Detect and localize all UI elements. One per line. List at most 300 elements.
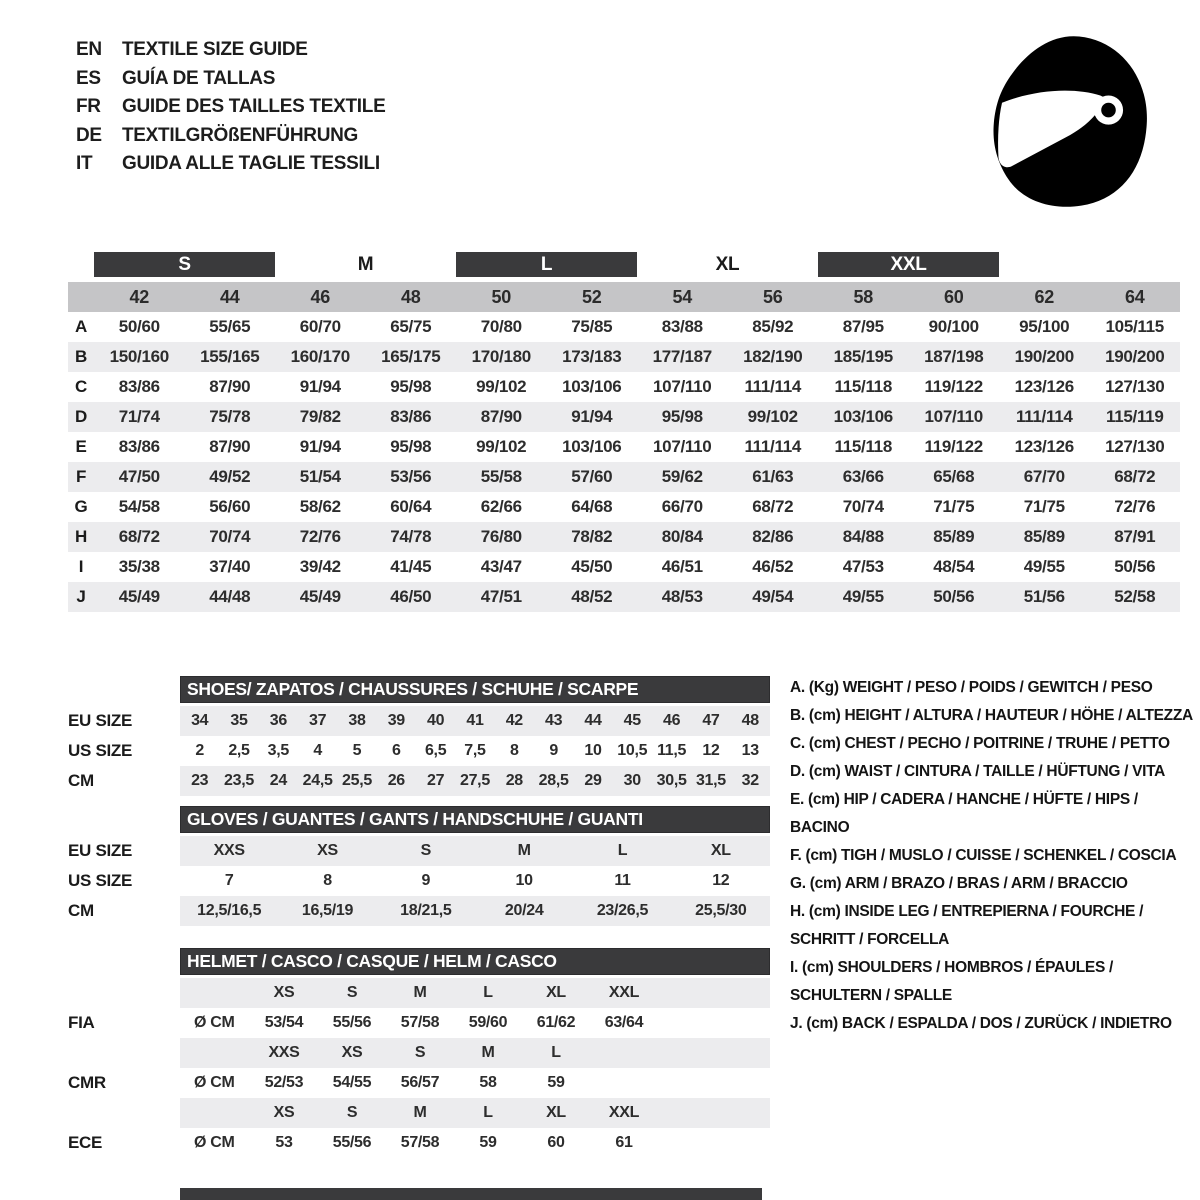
- helmet-value-cell: 55/56: [332, 1134, 372, 1151]
- measurement-cell: 75/78: [185, 402, 276, 432]
- measurement-cell: 46/51: [661, 557, 703, 576]
- gloves-value-cell: XS: [317, 842, 338, 859]
- measurement-row-j: [68, 582, 1180, 612]
- diameter-label: Ø CM: [194, 1134, 235, 1151]
- measurement-cell: 65/75: [390, 317, 432, 336]
- helmet-value-cell: 53: [275, 1134, 293, 1151]
- helmet-size-cell: XXS: [268, 1044, 300, 1061]
- measurement-cell: 54/58: [118, 497, 160, 516]
- diameter-label: Ø CM: [194, 1074, 235, 1091]
- legend-item-b: B. (cm) HEIGHT / ALTURA / HAUTEUR / HÖHE / ALTEZZA: [790, 707, 1193, 724]
- shoes-value-cell: 31,5: [695, 772, 726, 789]
- size-table-body: [68, 282, 1180, 612]
- row-label: C: [75, 377, 87, 396]
- legend-item-i: I. (cm) SHOULDERS / HOMBROS / ÉPAULES / SCHULTERN / SPALLE: [790, 959, 1114, 1004]
- helmet-size-cell: XXL: [608, 984, 640, 1001]
- measurement-cell: 127/130: [1105, 377, 1165, 396]
- row-label: E: [75, 437, 87, 456]
- gloves-value-cell: XL: [710, 842, 731, 859]
- shoes-value-cell: 27: [427, 772, 445, 789]
- measurement-cell: 103/106: [562, 437, 622, 456]
- shoes-value-cell: 10,5: [617, 742, 648, 759]
- measurement-cell: 185/195: [818, 342, 909, 372]
- measurement-cell: 70/80: [480, 317, 522, 336]
- helmet-standard-label: CMR: [68, 1068, 180, 1098]
- language-title: TEXTILE SIZE GUIDE: [122, 39, 308, 61]
- legend-item-c: C. (cm) CHEST / PECHO / POITRINE / TRUHE / PETTO: [790, 735, 1170, 752]
- helmet-values-row-fia: [68, 1008, 770, 1038]
- language-title: GUIDE DES TAILLES TEXTILE: [122, 96, 386, 118]
- shoes-value-cell: 11,5: [657, 742, 687, 759]
- measurement-cell: 103/106: [818, 402, 909, 432]
- shoes-value-cell: 43: [545, 712, 563, 729]
- measurement-cell: 95/100: [1019, 317, 1070, 336]
- measurement-cell: 119/122: [924, 437, 983, 456]
- gloves-value-cell: 16,5/19: [301, 902, 354, 919]
- helmet-size-cell: S: [414, 1044, 426, 1061]
- measurement-cell: 99/102: [476, 377, 527, 396]
- measurement-cell: 111/114: [744, 437, 802, 456]
- gloves-row-label: CM: [68, 896, 180, 926]
- shoes-value-cell: 39: [387, 712, 405, 729]
- language-title: GUIDA ALLE TAGLIE TESSILI: [122, 153, 380, 175]
- helmet-value-cell: 61/62: [536, 1014, 576, 1031]
- measurement-cell: 127/130: [1105, 437, 1165, 456]
- shoes-value-cell: 48: [741, 712, 759, 729]
- gloves-value-cell: 12,5/16,5: [197, 902, 262, 919]
- gloves-value-cell: 8: [323, 872, 332, 889]
- size-col-56: 56: [728, 282, 819, 312]
- helmet-size-cell: XL: [546, 1104, 566, 1121]
- measurement-cell: 182/190: [728, 342, 819, 372]
- language-title: GUÍA DE TALLAS: [122, 67, 276, 89]
- measurement-legend: [790, 674, 1200, 1038]
- helmet-value-cell: 54/55: [332, 1074, 372, 1091]
- shoes-value-cell: 2: [195, 742, 204, 759]
- shoes-value-cell: 46: [663, 712, 681, 729]
- measurement-cell: 87/91: [1090, 522, 1181, 552]
- helmet-value-cell: 58: [479, 1074, 497, 1091]
- measurement-cell: 59/62: [637, 462, 728, 492]
- measurement-cell: 119/122: [924, 377, 983, 396]
- measurement-cell: 107/110: [909, 402, 1000, 432]
- measurement-row-a: [68, 312, 1180, 342]
- row-label-cell: [68, 282, 94, 312]
- measurement-cell: 60/64: [390, 497, 432, 516]
- row-label: J: [68, 582, 94, 612]
- shoes-value-cell: 37: [309, 712, 327, 729]
- measurement-cell: 85/92: [752, 317, 794, 336]
- measurement-cell: 72/76: [1114, 497, 1156, 516]
- helmet-values: [180, 1008, 770, 1038]
- shoes-value-cell: 42: [505, 712, 523, 729]
- language-row: [76, 93, 385, 122]
- measurement-cell: 115/119: [1090, 402, 1181, 432]
- measurement-cell: 48/52: [547, 582, 638, 612]
- measurement-cell: 150/160: [94, 342, 185, 372]
- size-col-58: 58: [818, 282, 909, 312]
- measurement-cell: 91/94: [299, 377, 341, 396]
- measurement-cell: 155/165: [185, 342, 276, 372]
- shoes-value-cell: 30,5: [656, 772, 687, 789]
- shoes-value-cell: 44: [584, 712, 602, 729]
- helmet-size-cell: M: [413, 1104, 427, 1121]
- empty-corner-cell: [999, 252, 1090, 282]
- measurement-cell: 45/49: [275, 582, 366, 612]
- measurement-cell: 190/200: [999, 342, 1090, 372]
- language-code: DE: [76, 124, 102, 146]
- diameter-label: Ø CM: [194, 1014, 235, 1031]
- helmet-standard-label: [68, 978, 180, 1008]
- measurement-row-e: [68, 432, 1180, 462]
- measurement-cell: 80/84: [637, 522, 728, 552]
- helmet-icon: [972, 30, 1154, 212]
- size-col-50: 50: [456, 282, 547, 312]
- shoes-value-cell: 41: [466, 712, 484, 729]
- measurement-row-i: [68, 552, 1180, 582]
- gloves-row-values: [180, 896, 770, 926]
- size-col-64: 64: [1090, 282, 1181, 312]
- size-col-48: 48: [366, 282, 457, 312]
- measurement-cell: 115/118: [834, 377, 892, 396]
- gloves-value-cell: 7: [224, 872, 234, 889]
- measurement-cell: 55/65: [209, 317, 251, 336]
- legend-item-f: F. (cm) TIGH / MUSLO / CUISSE / SCHENKEL / COSCIA: [790, 847, 1177, 864]
- shoes-value-cell: 6,5: [424, 742, 447, 759]
- legend-item-j: J. (cm) BACK / ESPALDA / DOS / ZURÜCK / INDIETRO: [790, 1015, 1172, 1032]
- helmet-size-cell: M: [413, 984, 427, 1001]
- gloves-row-values: [180, 836, 770, 866]
- shoes-value-cell: 12: [702, 742, 720, 759]
- shoes-value-cell: 26: [387, 772, 405, 789]
- measurement-cell: 87/95: [842, 317, 884, 336]
- measurement-cell: 47/50: [94, 462, 185, 492]
- measurement-cell: 66/70: [661, 497, 703, 516]
- measurement-cell: 91/94: [299, 437, 341, 456]
- measurement-cell: 68/72: [1090, 462, 1181, 492]
- measurement-row-g: [68, 492, 1180, 522]
- measurement-cell: 190/200: [1090, 342, 1181, 372]
- measurement-cell: 49/52: [185, 462, 276, 492]
- measurement-cell: 39/42: [299, 557, 341, 576]
- shoes-value-cell: 24: [269, 772, 287, 789]
- measurement-cell: 85/89: [999, 522, 1090, 552]
- measurement-cell: 123/126: [1014, 437, 1074, 456]
- measurement-cell: 165/175: [366, 342, 457, 372]
- shoes-value-cell: 25,5: [342, 772, 372, 789]
- gloves-value-cell: 18/21,5: [400, 902, 452, 919]
- gloves-table-rows: [68, 836, 770, 926]
- helmet-size-cell: XXL: [608, 1104, 640, 1121]
- shoes-row-us-size: [68, 736, 770, 766]
- measurement-row-h: [68, 522, 1180, 552]
- measurement-cell: 103/106: [562, 377, 622, 396]
- measurement-cell: 45/49: [94, 582, 185, 612]
- row-label: A: [75, 317, 87, 336]
- language-code: ES: [76, 67, 101, 89]
- size-col-44: 44: [185, 282, 276, 312]
- shoes-value-cell: 27,5: [459, 772, 490, 789]
- measurement-cell: 46/50: [366, 582, 457, 612]
- measurement-cell: 95/98: [390, 437, 432, 456]
- measurement-row-b: [68, 342, 1180, 372]
- measurement-cell: 99/102: [476, 437, 527, 456]
- shoes-value-cell: 29: [584, 772, 602, 789]
- gloves-value-cell: XXS: [213, 842, 245, 859]
- gloves-value-cell: 11: [614, 872, 631, 889]
- helmet-value-cell: 60: [547, 1134, 565, 1151]
- measurement-cell: 78/82: [547, 522, 638, 552]
- row-label: G: [74, 497, 88, 516]
- shoes-row-label: CM: [68, 766, 180, 796]
- measurement-cell: 90/100: [928, 317, 979, 336]
- shoes-table-rows: [68, 706, 770, 796]
- measurement-cell: 37/40: [209, 557, 251, 576]
- helmet-value-cell: 57/58: [400, 1134, 440, 1151]
- measurement-cell: 41/45: [390, 557, 432, 576]
- shoes-value-cell: 3,5: [267, 742, 289, 759]
- helmet-sizes-row-cmr: [68, 1038, 770, 1068]
- helmet-size-cell: S: [346, 1104, 358, 1121]
- shoes-value-cell: 23: [191, 772, 209, 789]
- measurement-cell: 187/198: [909, 342, 1000, 372]
- helmet-standard-label: ECE: [68, 1128, 180, 1158]
- helmet-standard-label: [68, 1098, 180, 1128]
- measurement-cell: 44/48: [185, 582, 276, 612]
- measurement-cell: 35/38: [118, 557, 160, 576]
- measurement-cell: 56/60: [209, 497, 251, 516]
- row-label: F: [68, 462, 94, 492]
- measurement-cell: 65/68: [909, 462, 1000, 492]
- gloves-row-us-size: [68, 866, 770, 896]
- helmet-size-cell: XS: [341, 1044, 363, 1061]
- gloves-row-cm: [68, 896, 770, 926]
- gloves-value-cell: 23/26,5: [596, 902, 649, 919]
- measurement-row-d: [68, 402, 1180, 432]
- measurement-cell: 53/56: [366, 462, 457, 492]
- size-group-header: [68, 252, 1180, 282]
- shoes-section: [68, 676, 770, 796]
- size-col-42: 42: [94, 282, 185, 312]
- size-group-m: M: [275, 252, 456, 282]
- legend-item-e: E. (cm) HIP / CADERA / HANCHE / HÜFTE / HIPS / BACINO: [790, 791, 1138, 836]
- shoes-value-cell: 10: [584, 742, 602, 759]
- language-row: [76, 122, 385, 151]
- shoes-row-label: EU SIZE: [68, 706, 180, 736]
- measurement-cell: 83/88: [661, 317, 703, 336]
- shoes-row-values: [180, 706, 770, 736]
- measurement-cell: 99/102: [728, 402, 819, 432]
- measurement-cell: 75/85: [571, 317, 613, 336]
- gloves-value-cell: S: [420, 842, 431, 859]
- measurement-cell: 47/53: [842, 557, 884, 576]
- measurement-cell: 71/75: [1023, 497, 1065, 516]
- gloves-value-cell: M: [517, 842, 531, 859]
- measurement-cell: 115/118: [834, 437, 892, 456]
- helmet-sizes: [180, 978, 770, 1008]
- gloves-table-title: GLOVES / GUANTES / GANTS / HANDSCHUHE / GUANTI: [180, 806, 770, 833]
- measurement-cell: 85/89: [909, 522, 1000, 552]
- gloves-section: [68, 806, 770, 926]
- measurement-cell: 170/180: [456, 342, 547, 372]
- legend-item-h: H. (cm) INSIDE LEG / ENTREPIERNA / FOURCHE / SCHRITT / FORCELLA: [790, 903, 1144, 948]
- helmet-size-cell: L: [483, 1104, 493, 1121]
- helmet-value-cell: 55/56: [332, 1014, 372, 1031]
- shoes-value-cell: 28,5: [538, 772, 569, 789]
- helmet-value-cell: 61: [615, 1134, 633, 1151]
- helmet-sizes-row-ece: [68, 1098, 770, 1128]
- shoes-value-cell: 6: [392, 742, 401, 759]
- shoes-row-label: US SIZE: [68, 736, 180, 766]
- helmet-value-cell: 53/54: [264, 1014, 304, 1031]
- helmet-value-cell: 59: [547, 1074, 565, 1091]
- measurement-cell: 50/60: [118, 317, 160, 336]
- helmet-value-cell: 59: [479, 1134, 497, 1151]
- measurement-cell: 48/54: [933, 557, 975, 576]
- measurement-cell: 74/78: [366, 522, 457, 552]
- helmet-values: [180, 1068, 770, 1098]
- shoes-value-cell: 45: [623, 712, 641, 729]
- measurement-cell: 45/50: [571, 557, 613, 576]
- helmet-values-row-ece: [68, 1128, 770, 1158]
- shoes-value-cell: 24,5: [302, 772, 333, 789]
- shoes-value-cell: 8: [509, 742, 519, 759]
- size-group-l: L: [456, 252, 637, 282]
- measurement-cell: 50/56: [909, 582, 1000, 612]
- helmet-size-cell: M: [481, 1044, 495, 1061]
- measurement-cell: 55/58: [456, 462, 547, 492]
- measurement-cell: 71/75: [933, 497, 975, 516]
- measurement-cell: 111/114: [999, 402, 1090, 432]
- cropped-section-bar: [180, 1188, 762, 1200]
- measurement-cell: 82/86: [728, 522, 819, 552]
- helmet-values-row-cmr: [68, 1068, 770, 1098]
- row-label: I: [78, 557, 84, 576]
- helmet-values: [180, 1128, 770, 1158]
- language-title: TEXTILGRÖßENFÜHRUNG: [122, 124, 359, 146]
- measurement-row-c: [68, 372, 1180, 402]
- shoes-table-title: SHOES/ ZAPATOS / CHAUSSURES / SCHUHE / SCARPE: [180, 676, 770, 703]
- measurement-cell: 68/72: [94, 522, 185, 552]
- helmet-size-cell: XL: [546, 984, 566, 1001]
- shoes-value-cell: 32: [741, 772, 759, 789]
- measurement-cell: 63/66: [818, 462, 909, 492]
- measurement-cell: 48/53: [637, 582, 728, 612]
- helmet-size-cell: XS: [273, 984, 295, 1001]
- shoes-value-cell: 13: [741, 742, 759, 759]
- helmet-value-cell: 52/53: [264, 1074, 304, 1091]
- legend-item-d: D. (cm) WAIST / CINTURA / TAILLE / HÜFTUNG / VITA: [790, 763, 1166, 780]
- helmet-table-rows: [68, 978, 770, 1158]
- helmet-value-cell: 63/64: [604, 1014, 644, 1031]
- shoes-row-eu-size: [68, 706, 770, 736]
- gloves-row-label: EU SIZE: [68, 836, 180, 866]
- numeric-size-row: [68, 282, 1180, 312]
- measurement-cell: 64/68: [571, 497, 613, 516]
- helmet-section: [68, 948, 770, 1158]
- size-group-s: S: [94, 252, 275, 282]
- measurement-cell: 87/90: [209, 377, 251, 396]
- shoes-value-cell: 4: [313, 742, 322, 759]
- helmet-size-cell: S: [346, 984, 358, 1001]
- size-group-xl: XL: [637, 252, 818, 282]
- row-label: B: [68, 342, 94, 372]
- measurement-cell: 71/74: [94, 402, 185, 432]
- measurement-cell: 47/51: [456, 582, 547, 612]
- measurement-cell: 107/110: [653, 377, 712, 396]
- measurement-cell: 173/183: [547, 342, 638, 372]
- helmet-size-cell: L: [551, 1044, 561, 1061]
- gloves-value-cell: 12: [712, 872, 730, 889]
- shoes-value-cell: 28: [505, 772, 523, 789]
- size-col-60: 60: [909, 282, 1000, 312]
- shoes-value-cell: 5: [352, 742, 362, 759]
- shoes-value-cell: 30: [623, 772, 641, 789]
- measurement-cell: 105/115: [1105, 317, 1164, 336]
- measurement-cell: 61/63: [728, 462, 819, 492]
- measurement-cell: 52/58: [1090, 582, 1181, 612]
- helmet-standard-label: FIA: [68, 1008, 180, 1038]
- size-col-52: 52: [547, 282, 638, 312]
- helmet-value-cell: 59/60: [468, 1014, 508, 1031]
- measurement-row-f: [68, 462, 1180, 492]
- shoes-row-cm: [68, 766, 770, 796]
- size-col-46: 46: [275, 282, 366, 312]
- measurement-cell: 70/74: [185, 522, 276, 552]
- gloves-value-cell: 25,5/30: [695, 902, 747, 919]
- measurement-cell: 50/56: [1114, 557, 1156, 576]
- measurement-cell: 68/72: [752, 497, 794, 516]
- textile-size-table: [68, 252, 1180, 612]
- measurement-cell: 46/52: [752, 557, 794, 576]
- gloves-value-cell: 9: [421, 872, 431, 889]
- row-label: H: [68, 522, 94, 552]
- gloves-row-eu-size: [68, 836, 770, 866]
- measurement-cell: 72/76: [275, 522, 366, 552]
- measurement-cell: 79/82: [275, 402, 366, 432]
- measurement-cell: 49/55: [1023, 557, 1065, 576]
- measurement-cell: 83/86: [366, 402, 457, 432]
- gloves-value-cell: L: [617, 842, 628, 859]
- helmet-size-cell: XS: [273, 1104, 295, 1121]
- shoes-value-cell: 23,5: [224, 772, 254, 789]
- measurement-cell: 107/110: [653, 437, 712, 456]
- size-col-54: 54: [637, 282, 728, 312]
- measurement-cell: 160/170: [275, 342, 366, 372]
- gloves-value-cell: 20/24: [504, 902, 544, 919]
- measurement-cell: 49/54: [728, 582, 819, 612]
- measurement-cell: 70/74: [842, 497, 884, 516]
- size-group-row: [68, 252, 1180, 282]
- language-row: [76, 36, 385, 65]
- measurement-cell: 83/86: [118, 437, 160, 456]
- shoes-row-values: [180, 736, 770, 766]
- measurement-cell: 58/62: [299, 497, 341, 516]
- helmet-standard-label: [68, 1038, 180, 1068]
- gloves-value-cell: 10: [515, 872, 533, 889]
- row-label: D: [68, 402, 94, 432]
- size-group-xxl: XXL: [818, 252, 999, 282]
- measurement-cell: 76/80: [456, 522, 547, 552]
- measurement-cell: 111/114: [744, 377, 802, 396]
- language-row: [76, 65, 385, 94]
- measurement-cell: 95/98: [390, 377, 432, 396]
- measurement-cell: 62/66: [480, 497, 522, 516]
- measurement-cell: 57/60: [547, 462, 638, 492]
- measurement-cell: 49/55: [818, 582, 909, 612]
- measurement-cell: 67/70: [999, 462, 1090, 492]
- helmet-sizes: [180, 1098, 770, 1128]
